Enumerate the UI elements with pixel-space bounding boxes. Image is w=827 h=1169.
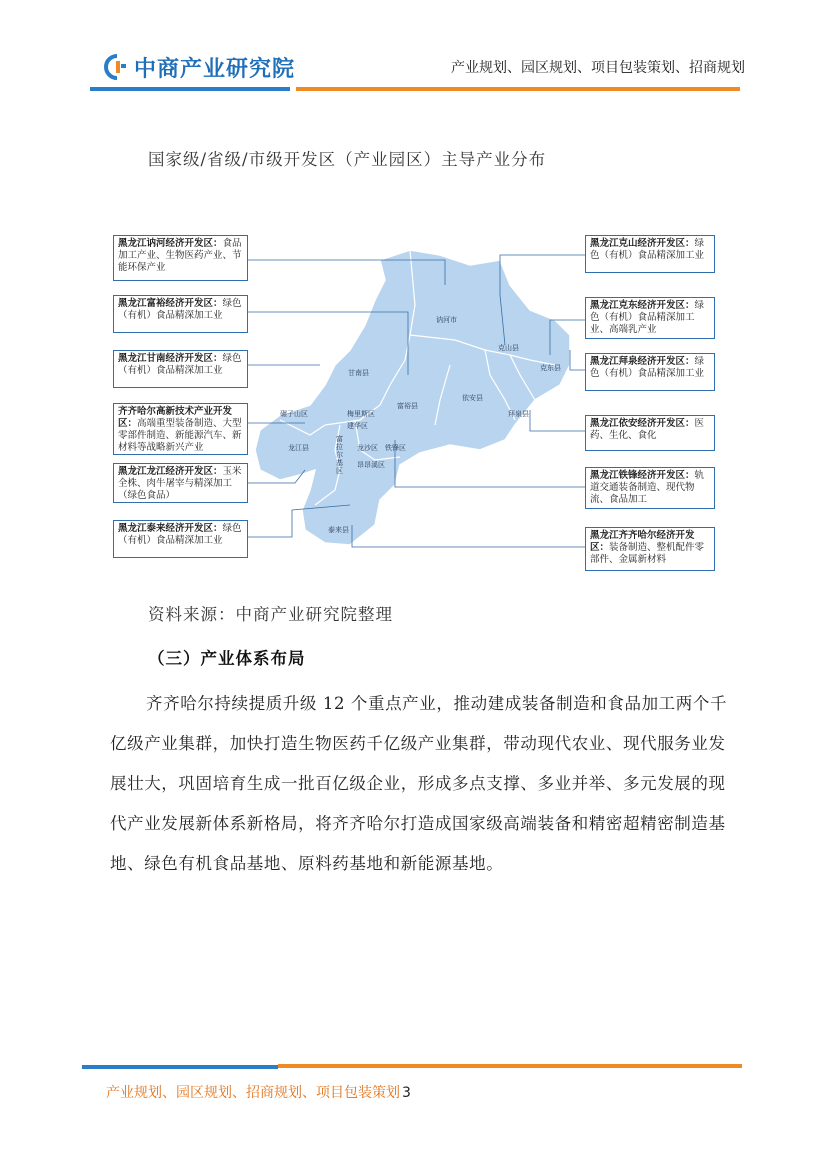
zone-box-nehe: 黑龙江讷河经济开发区：食品加工产业、生物医药产业、节能环保产业: [113, 235, 248, 281]
logo-text: 中商产业研究院: [134, 56, 296, 82]
zone-box-fuyu: 黑龙江富裕经济开发区：绿色（有机）食品精深加工业: [113, 295, 248, 333]
header-divider-orange: [296, 87, 740, 91]
zone-box-qiqihar-economic: 黑龙江齐齐哈尔经济开发区：装备制造、整机配件零部件、金属新材料: [585, 527, 715, 571]
zone-box-yian: 黑龙江依安经济开发区：医药、生化、食化: [585, 415, 715, 451]
map-label-jianhua: 建华区: [347, 422, 368, 430]
page-number: 3: [402, 1085, 411, 1101]
map-label-meilisi: 梅里斯区: [347, 410, 375, 418]
development-zone-diagram: [110, 225, 720, 575]
body-paragraph: 齐齐哈尔持续提质升级 12 个重点产业，推动建成装备制造和食品加工两个千亿级产业集群，加快打造生物医药千亿级产业集群，带动现代农业、现代服务业发展壮大，巩固培育生成一批百亿级企业，形成多点支撑、多业并举、多元发展的现代产业发展新体系新格局，将齐齐哈尔打造成国家级高端装备和精密超精密制造基地、绿色有机食品基地、原料药基地和新能源基地。: [110, 694, 728, 873]
header-tagline: 产业规划、园区规划、项目包装策划、招商规划: [451, 60, 745, 76]
zone-box-keshan: 黑龙江克山经济开发区：绿色（有机）食品精深加工业: [585, 235, 715, 273]
map-label-angangxi: 昂昂溪区: [357, 461, 385, 469]
zone-box-kedong: 黑龙江克东经济开发区：绿色（有机）食品精深加工业、高端乳产业: [585, 297, 715, 339]
zone-box-longjiang: 黑龙江龙江经济开发区：玉米全株、肉牛屠宰与精深加工（绿色食品）: [113, 463, 248, 503]
zone-box-qiqihar-hightech: 齐齐哈尔高新技术产业开发区：高端重型装备制造、大型零部件制造、新能源汽车、新材料等战略新兴产业: [113, 403, 248, 455]
map-label-kedong: 克东县: [540, 364, 561, 372]
logo-icon: [104, 54, 130, 80]
map-label-nehe: 讷河市: [436, 316, 457, 324]
map-label-gannan: 甘南县: [348, 369, 369, 377]
logo: [104, 50, 295, 84]
figure-source: 资料来源：中商产业研究院整理: [148, 605, 393, 624]
map-label-nianzishan: 碾子山区: [280, 410, 308, 418]
zone-box-gannan: 黑龙江甘南经济开发区：绿色（有机）食品精深加工业: [113, 350, 248, 388]
section-title: （三）产业体系布局: [148, 649, 306, 668]
map-label-yian: 依安县: [462, 394, 483, 402]
map-label-longsha: 龙沙区: [357, 444, 378, 452]
map-label-longjiang: 龙江县: [288, 444, 309, 452]
map-label-fulaerji: 富拉尔基区: [336, 435, 343, 475]
figure-caption: 国家级/省级/市级开发区（产业园区）主导产业分布: [148, 150, 547, 169]
footer: [106, 1082, 411, 1102]
map-label-baiquan: 拜泉县: [508, 410, 529, 418]
footer-divider-blue: [82, 1065, 278, 1069]
footer-tagline: 产业规划、园区规划、招商规划、项目包装策划: [106, 1085, 400, 1101]
zone-box-baiquan: 黑龙江拜泉经济开发区：绿色（有机）食品精深加工业: [585, 353, 715, 391]
map-label-keshan: 克山县: [498, 344, 519, 352]
map-region: [255, 250, 570, 545]
footer-divider-orange: [278, 1064, 742, 1068]
header-divider-blue: [90, 87, 290, 91]
zone-box-tiefeng: 黑龙江铁锋经济开发区：轨道交通装备制造、现代物流、食品加工: [585, 467, 715, 509]
map-label-fuyu: 富裕县: [397, 402, 418, 410]
map-label-tailai: 泰来县: [328, 526, 349, 534]
map-label-tiefeng: 铁锋区: [385, 444, 406, 452]
zone-box-tailai: 黑龙江泰来经济开发区：绿色（有机）食品精深加工业: [113, 520, 248, 558]
